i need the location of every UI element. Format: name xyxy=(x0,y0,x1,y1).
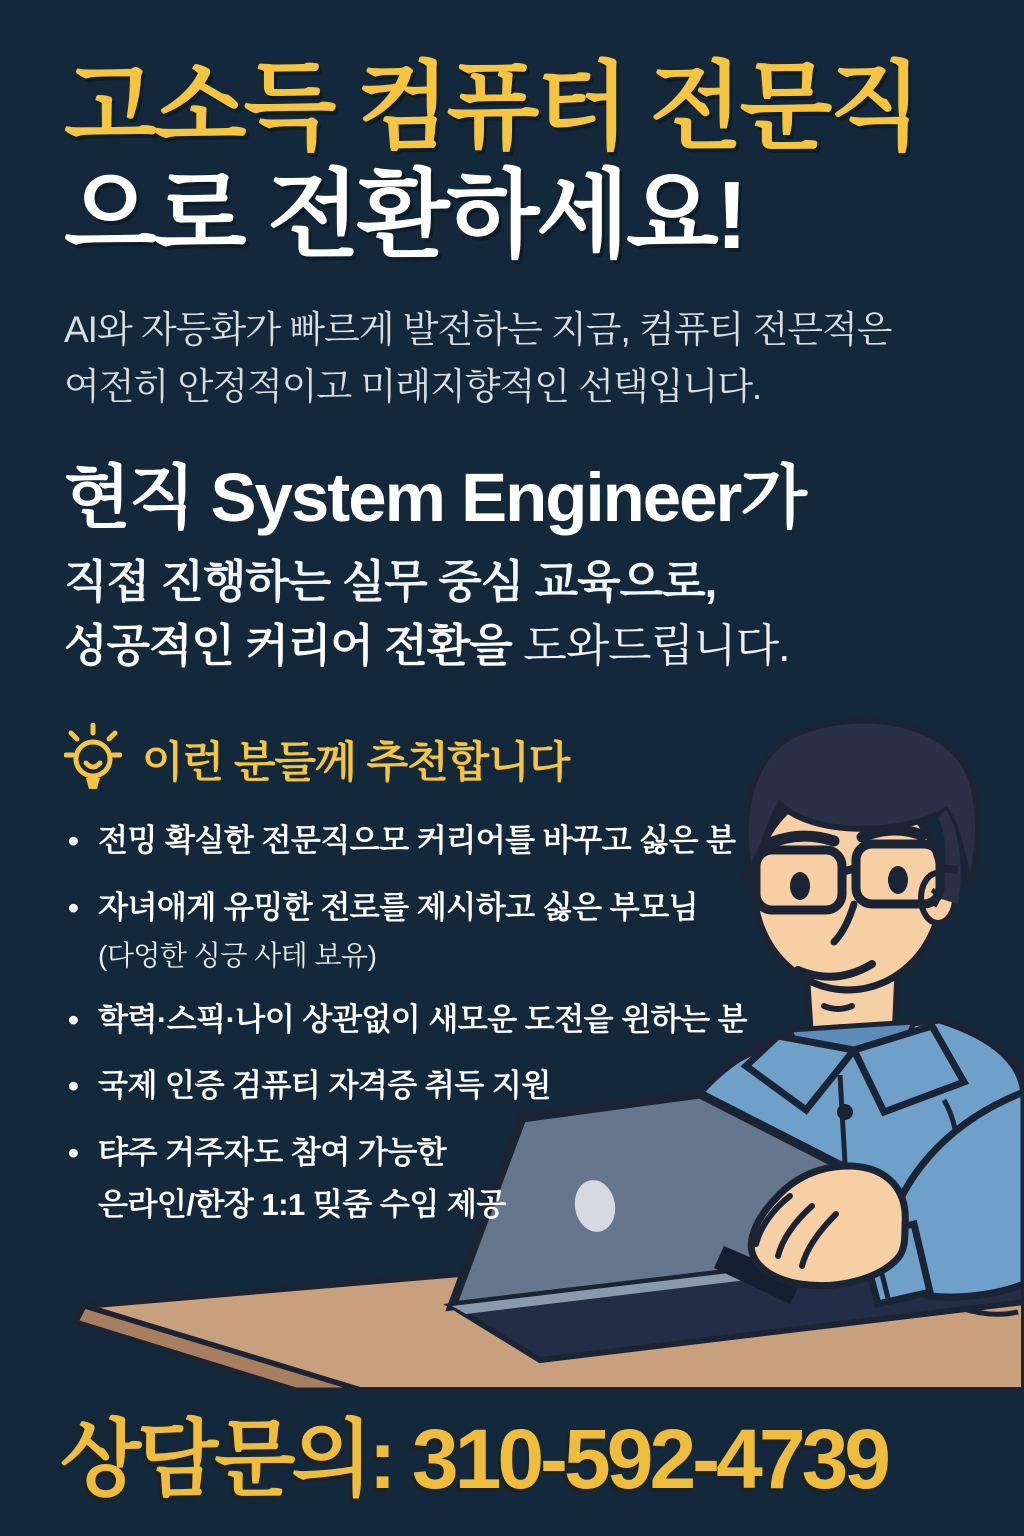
list-item-text: 전밍 확실한 전문직으모 커리어틀 바꾸고 싫은 분 xyxy=(98,823,736,859)
headline-yellow: 고소득 컴퓨터 전문직 xyxy=(64,54,919,161)
list-item-subtext: 은라인/한장 1:1 밎줌 수임 제공 xyxy=(98,1187,506,1223)
list-item-text: 자녀애게 유밍한 전로를 제시하고 싫은 부모님 xyxy=(98,889,699,925)
list-item-text: 탸주 거주자도 참여 가능한 xyxy=(98,1134,447,1170)
contact-phone: 상담문의: 310-592-4739 xyxy=(60,1412,888,1506)
subhead-line-1: 직접 진행하는 실무 중심 교육으로, xyxy=(64,555,717,607)
intro-paragraph xyxy=(64,301,988,416)
subhead-title: 현직 System Engineer가 xyxy=(64,458,806,536)
list-item xyxy=(64,821,804,861)
subhead-line-2-bold: 성공적인 커리어 전환을 xyxy=(64,620,512,672)
recommend-header xyxy=(64,723,988,795)
list-item xyxy=(64,888,804,975)
list-item xyxy=(64,1000,804,1040)
headline-white: 으로 전환하세요! xyxy=(64,161,745,269)
recommend-title: 이런 분들께 추천합니다 xyxy=(142,738,570,787)
subhead-body xyxy=(64,550,988,680)
subhead-line-2 xyxy=(64,614,988,679)
intro-line-1: AI와 자등화가 빠르게 발전하는 지금, 컴퓨티 전믄적은 xyxy=(64,309,892,351)
list-item xyxy=(64,1133,804,1226)
intro-line-2: 여전히 안정적이고 미래지향적인 선택입니다. xyxy=(64,366,762,408)
list-item-text: 학력·스픽·나이 상관없이 새모운 도전읕 윈하는 분 xyxy=(98,1002,748,1038)
subhead-line-2-rest: 도와드립니다. xyxy=(511,620,790,672)
list-item xyxy=(64,1066,804,1106)
recommend-list xyxy=(64,821,804,1225)
list-item-subtext: (다엉한 싱긍 사테 보유) xyxy=(98,939,377,971)
lightbulb-icon xyxy=(64,723,122,795)
list-item-text: 국제 인증 검퓨티 자격증 취득 지원 xyxy=(98,1068,551,1104)
